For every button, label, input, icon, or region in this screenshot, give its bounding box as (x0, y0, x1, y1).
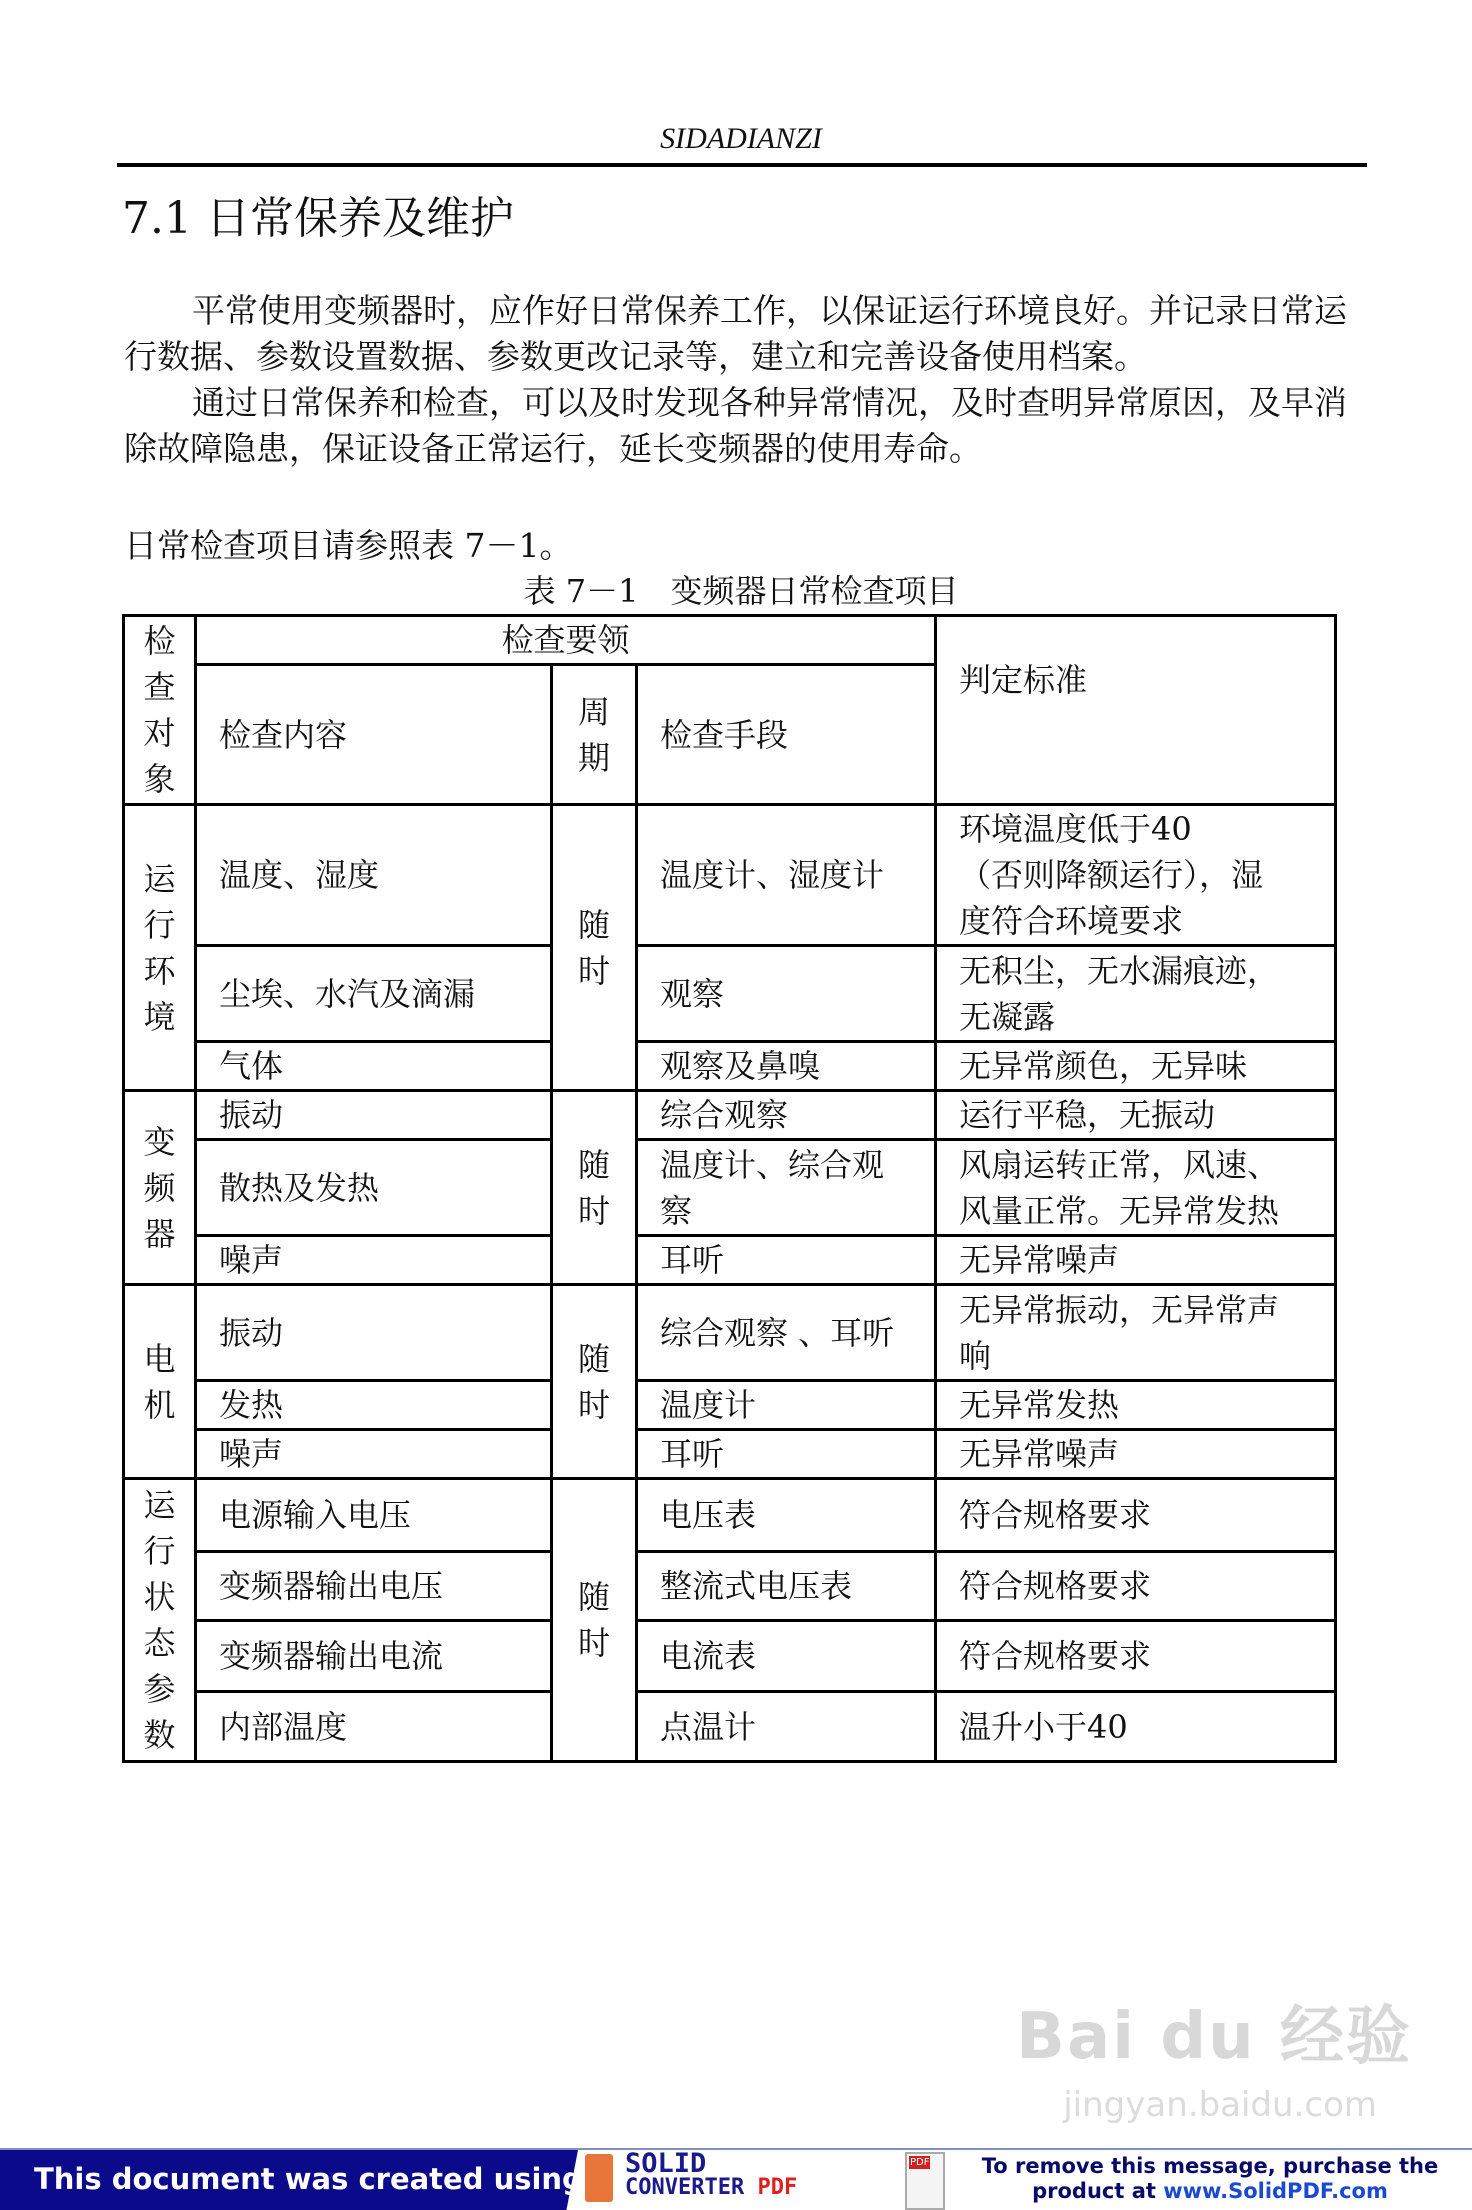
table-row (124, 1091, 1336, 1140)
text: 风量正常。无异常发热 (959, 1191, 1280, 1230)
text: 运行状态参数 (143, 1486, 176, 1754)
text: 运行环境 (143, 859, 176, 1036)
text: 运行平稳，无振动 (959, 1096, 1216, 1134)
table-row (124, 1381, 1336, 1430)
text: 综合观察 、耳听 (660, 1313, 895, 1352)
banner-left-text: This document was created using (34, 2162, 583, 2196)
cell-method (637, 1042, 936, 1091)
cell-content: 振动 (196, 1091, 552, 1140)
cell-standard (936, 1236, 1336, 1285)
text: 温度计、湿度计 (660, 856, 885, 894)
table-row (124, 1042, 1336, 1091)
paragraph: 通过日常保养和检查，可以及时发现各种异常情况，及时查明异常原因，及早消除故障隐患，保证设备正常运行，延长变频器的使用寿命。 (124, 383, 1347, 468)
cell-content: 内部温度 (196, 1692, 552, 1762)
text: 电压表 (660, 1496, 757, 1534)
table-row (124, 1552, 1336, 1621)
baidu-watermark-logo: Bai du 经验 (1016, 2000, 1412, 2074)
text: 风扇运转正常，风速、 (959, 1145, 1280, 1184)
cell-standard (936, 1479, 1336, 1552)
text: CONVERTER (625, 2175, 745, 2200)
inspection-table (122, 614, 1337, 1763)
cell-method (637, 805, 936, 946)
cell-standard (936, 1042, 1336, 1091)
header-standard: 判定标准 (936, 616, 1336, 805)
text: 无异常发热 (959, 1386, 1120, 1424)
text: 无异常振动，无异常声 (959, 1290, 1280, 1329)
text: To remove this message, purchase the (981, 2154, 1439, 2178)
table-row (124, 1236, 1336, 1285)
text: 检查对象 (143, 622, 176, 798)
text: 环境温度低于40 (959, 810, 1192, 848)
text: 随时 (578, 905, 611, 990)
table-reference: 日常检查项目请参照表 7－1。 (124, 526, 573, 565)
text: 耳听 (660, 1435, 725, 1473)
cell-method (637, 946, 936, 1042)
header-object (124, 616, 196, 805)
cell-method (637, 1236, 936, 1285)
text: 温升小于40 (959, 1707, 1128, 1746)
group-period (552, 1091, 637, 1285)
group-object (124, 1285, 196, 1479)
table-row (124, 1285, 1336, 1381)
cell-method (637, 1091, 936, 1140)
cell-method (637, 1140, 936, 1236)
brand-name (625, 2148, 798, 2200)
text: 点温计 (660, 1707, 757, 1746)
cell-standard (936, 1140, 1336, 1236)
text: 无异常噪声 (959, 1435, 1120, 1473)
pdf-document-icon (905, 2152, 945, 2210)
cell-standard (936, 1381, 1336, 1430)
cell-method (637, 1430, 936, 1479)
header-period (552, 665, 637, 805)
cell-content: 气体 (196, 1042, 552, 1091)
text: 耳听 (660, 1241, 725, 1279)
cell-standard (936, 1430, 1336, 1479)
cell-standard (936, 946, 1336, 1042)
text: 响 (959, 1336, 992, 1375)
table-row (124, 1140, 1336, 1236)
header-method: 检查手段 (637, 665, 936, 805)
text: PDF (757, 2175, 798, 2200)
cell-content: 尘埃、水汽及滴漏 (196, 946, 552, 1042)
cell-content: 散热及发热 (196, 1140, 552, 1236)
text: 周期 (578, 692, 611, 777)
cell-standard (936, 1552, 1336, 1621)
cell-content: 发热 (196, 1381, 552, 1430)
section-title: 7.1 日常保养及维护 (122, 193, 514, 244)
solidpdf-banner[interactable] (0, 2148, 1472, 2210)
text: 度符合环境要求 (959, 902, 1184, 940)
header-essentials: 检查要领 (196, 616, 936, 665)
table-row (124, 1430, 1336, 1479)
text: （否则降额运行），湿 (959, 856, 1264, 894)
group-period (552, 1285, 637, 1479)
text: 温度计、综合观 (660, 1145, 885, 1184)
cell-method (637, 1479, 936, 1552)
cell-standard (936, 1285, 1336, 1381)
group-object (124, 805, 196, 1091)
text: SOLID (625, 2148, 707, 2179)
cell-content: 电源输入电压 (196, 1479, 552, 1552)
group-object (124, 1479, 196, 1762)
table-row (124, 1479, 1336, 1552)
text: 观察 (660, 974, 725, 1013)
text: 无凝露 (959, 997, 1056, 1036)
text: 符合规格要求 (959, 1567, 1152, 1605)
cell-method (637, 1552, 936, 1621)
table-row (124, 946, 1336, 1042)
cell-content: 振动 (196, 1285, 552, 1381)
cell-standard (936, 1091, 1336, 1140)
table-row (124, 805, 1336, 946)
body-text (124, 288, 1364, 472)
cell-standard (936, 805, 1336, 946)
text: product at (1032, 2179, 1156, 2203)
solidpdf-link[interactable]: www.SolidPDF.com (1163, 2179, 1388, 2203)
cell-method (637, 1381, 936, 1430)
cell-content: 变频器输出电压 (196, 1552, 552, 1621)
text: 温度计 (660, 1386, 757, 1424)
cell-standard (936, 1692, 1336, 1762)
cell-method (637, 1621, 936, 1692)
text: 电机 (143, 1339, 176, 1424)
group-period (552, 805, 637, 1091)
text: 随时 (578, 1578, 611, 1662)
solid-logo-icon (585, 2154, 613, 2202)
table-caption: 表 7－1 变频器日常检查项目 (523, 572, 959, 610)
cell-standard (936, 1621, 1336, 1692)
running-header: SIDADIANZI (660, 122, 822, 155)
text: 无异常噪声 (959, 1241, 1120, 1279)
text: 综合观察 (660, 1096, 789, 1134)
group-object (124, 1091, 196, 1285)
text: 电流表 (660, 1637, 757, 1675)
text: 随时 (578, 1339, 611, 1424)
text: 随时 (578, 1145, 611, 1230)
cell-method (637, 1692, 936, 1762)
table-row (124, 1692, 1336, 1762)
paragraph: 平常使用变频器时，应作好日常保养工作，以保证运行环境良好。并记录日常运行数据、参数设置数据、参数更改记录等，建立和完善设备使用档案。 (124, 291, 1347, 376)
text: 无异常颜色，无异味 (959, 1047, 1248, 1085)
baidu-watermark-url: jingyan.baidu.com (1063, 2085, 1377, 2125)
banner-right-text (960, 2154, 1460, 2204)
cell-method (637, 1285, 936, 1381)
cell-content: 温度、湿度 (196, 805, 552, 946)
header-content: 检查内容 (196, 665, 552, 805)
text: 整流式电压表 (660, 1567, 853, 1605)
cell-content: 噪声 (196, 1430, 552, 1479)
text: 观察及鼻嗅 (660, 1047, 821, 1085)
group-period (552, 1479, 637, 1762)
text: 符合规格要求 (959, 1496, 1152, 1534)
table-row (124, 1621, 1336, 1692)
text: 变频器 (143, 1122, 176, 1253)
header-rule (117, 163, 1367, 167)
text: 符合规格要求 (959, 1637, 1152, 1675)
cell-content: 变频器输出电流 (196, 1621, 552, 1692)
text: 无积尘，无水漏痕迹， (959, 951, 1280, 990)
text: PDF (910, 2157, 930, 2168)
text: 察 (660, 1191, 693, 1230)
cell-content: 噪声 (196, 1236, 552, 1285)
